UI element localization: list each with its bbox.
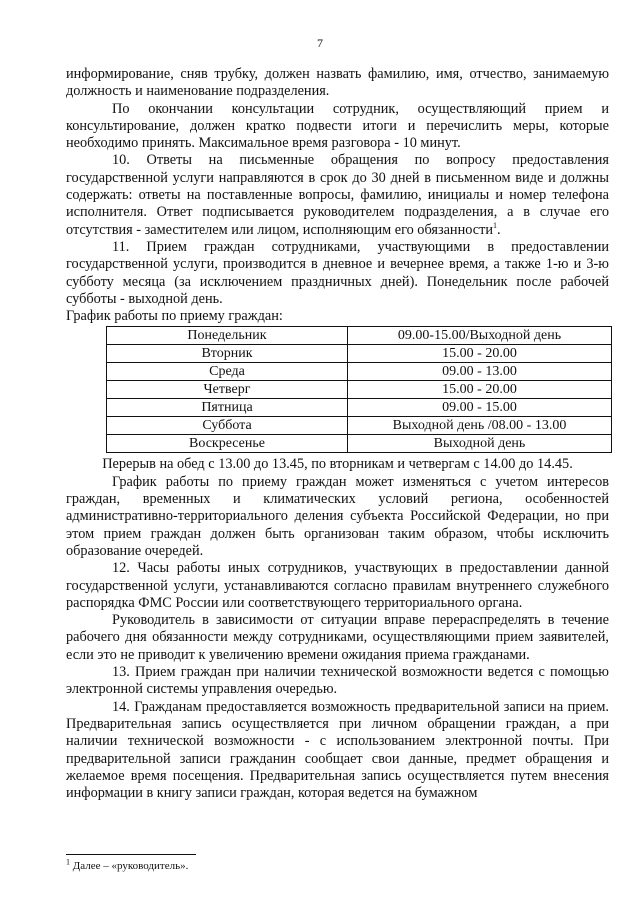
paragraph: 11. Прием граждан сотрудниками, участвующими в предоставлении государственной услуги, производится в дневное и вечернее время, а также 1-ю и 3-ю субботу месяца (за исключением праздничных дней). Понедельник после рабочей субботы - выходной день. <box>66 238 609 307</box>
paragraph-end: . <box>497 221 501 238</box>
hours-cell: 09.00 - 15.00 <box>348 399 612 417</box>
hours-cell: 15.00 - 20.00 <box>348 381 612 399</box>
paragraph: По окончании консультации сотрудник, осуществляющий прием и консультирование, должен кратко подвести итоги и перечислить меры, которые необходимо принять. Максимальное время разговора - 10 минут. <box>66 100 609 152</box>
hours-cell: Выходной день /08.00 - 13.00 <box>348 417 612 435</box>
paragraph: 14. Гражданам предоставляется возможность предварительной записи на прием. Предварительная запись осуществляется при личном обращении граждан, а при наличии технической возможности - с использованием электронной почты. При предварительной записи гражданин сообщает свои данные, предмет обращения и желаемое время посещения. Предварительная запись осуществляется путем внесения информации в книгу записи граждан, которая ведется на бумажном <box>66 698 609 802</box>
footnote-mark: 1 <box>66 857 70 867</box>
hours-cell: 09.00-15.00/Выходной день <box>348 327 612 345</box>
document-body <box>66 66 609 802</box>
table-row <box>107 435 612 453</box>
paragraph: информирование, сняв трубку, должен назвать фамилию, имя, отчество, занимаемую должность и наименование подразделения. <box>66 66 609 100</box>
day-cell: Понедельник <box>107 327 348 345</box>
table-row <box>107 381 612 399</box>
day-cell: Суббота <box>107 417 348 435</box>
page-number: 7 <box>317 36 323 50</box>
paragraph: Руководитель в зависимости от ситуации вправе перераспределять в течение рабочего дня обязанности между сотрудниками, осуществляющими прием заявителей, если это не приводит к увеличению времени ожидания приема гражданами. <box>66 612 609 663</box>
table-row <box>107 363 612 381</box>
paragraph: 12. Часы работы иных сотрудников, участвующих в предоставлении данной государственной услуги, устанавливаются согласно правилам внутреннего служебного распорядка ФМС России или соответствующего территориального органа. <box>66 560 609 611</box>
schedule-table <box>106 326 612 453</box>
schedule-title: График работы по приему граждан: <box>66 308 283 325</box>
table-row <box>107 327 612 345</box>
day-cell: Пятница <box>107 399 348 417</box>
footnote <box>66 857 189 873</box>
break-note: Перерыв на обед с 13.00 до 13.45, по вторникам и четвергам с 14.00 до 14.45. <box>102 456 573 473</box>
paragraph <box>66 152 609 238</box>
paragraph: График работы по приему граждан может изменяться с учетом интересов граждан, временных и климатических условий региона, особенностей административно-территориального деления субъекта Российской Федерации, но при этом прием граждан должен быть организован таким образом, чтобы исключить образование очередей. <box>66 473 609 559</box>
day-cell: Среда <box>107 363 348 381</box>
day-cell: Воскресенье <box>107 435 348 453</box>
hours-cell: 15.00 - 20.00 <box>348 345 612 363</box>
footnote-divider <box>66 854 196 855</box>
table-row <box>107 417 612 435</box>
day-cell: Вторник <box>107 345 348 363</box>
table-row <box>107 345 612 363</box>
footnote-text: Далее – «руководитель». <box>72 860 189 872</box>
hours-cell: Выходной день <box>348 435 612 453</box>
table-row <box>107 399 612 417</box>
day-cell: Четверг <box>107 381 348 399</box>
paragraph-text: 10. Ответы на письменные обращения по вопросу предоставления государственной услуги направляются в срок до 30 дней в письменном виде и должны содержать: ответы на поставленные вопросы, фамилию, инициалы и номер телефона исполнителя. Ответ подписывается руководителем подразделения, а в случае его отсутствия - заместителем или лицом, исполняющим его обязанности <box>66 152 609 238</box>
hours-cell: 09.00 - 13.00 <box>348 363 612 381</box>
footnote-mark: 1 <box>493 220 497 230</box>
paragraph: 13. Прием граждан при наличии технической возможности ведется с помощью электронной системы управления очередью. <box>66 664 609 698</box>
